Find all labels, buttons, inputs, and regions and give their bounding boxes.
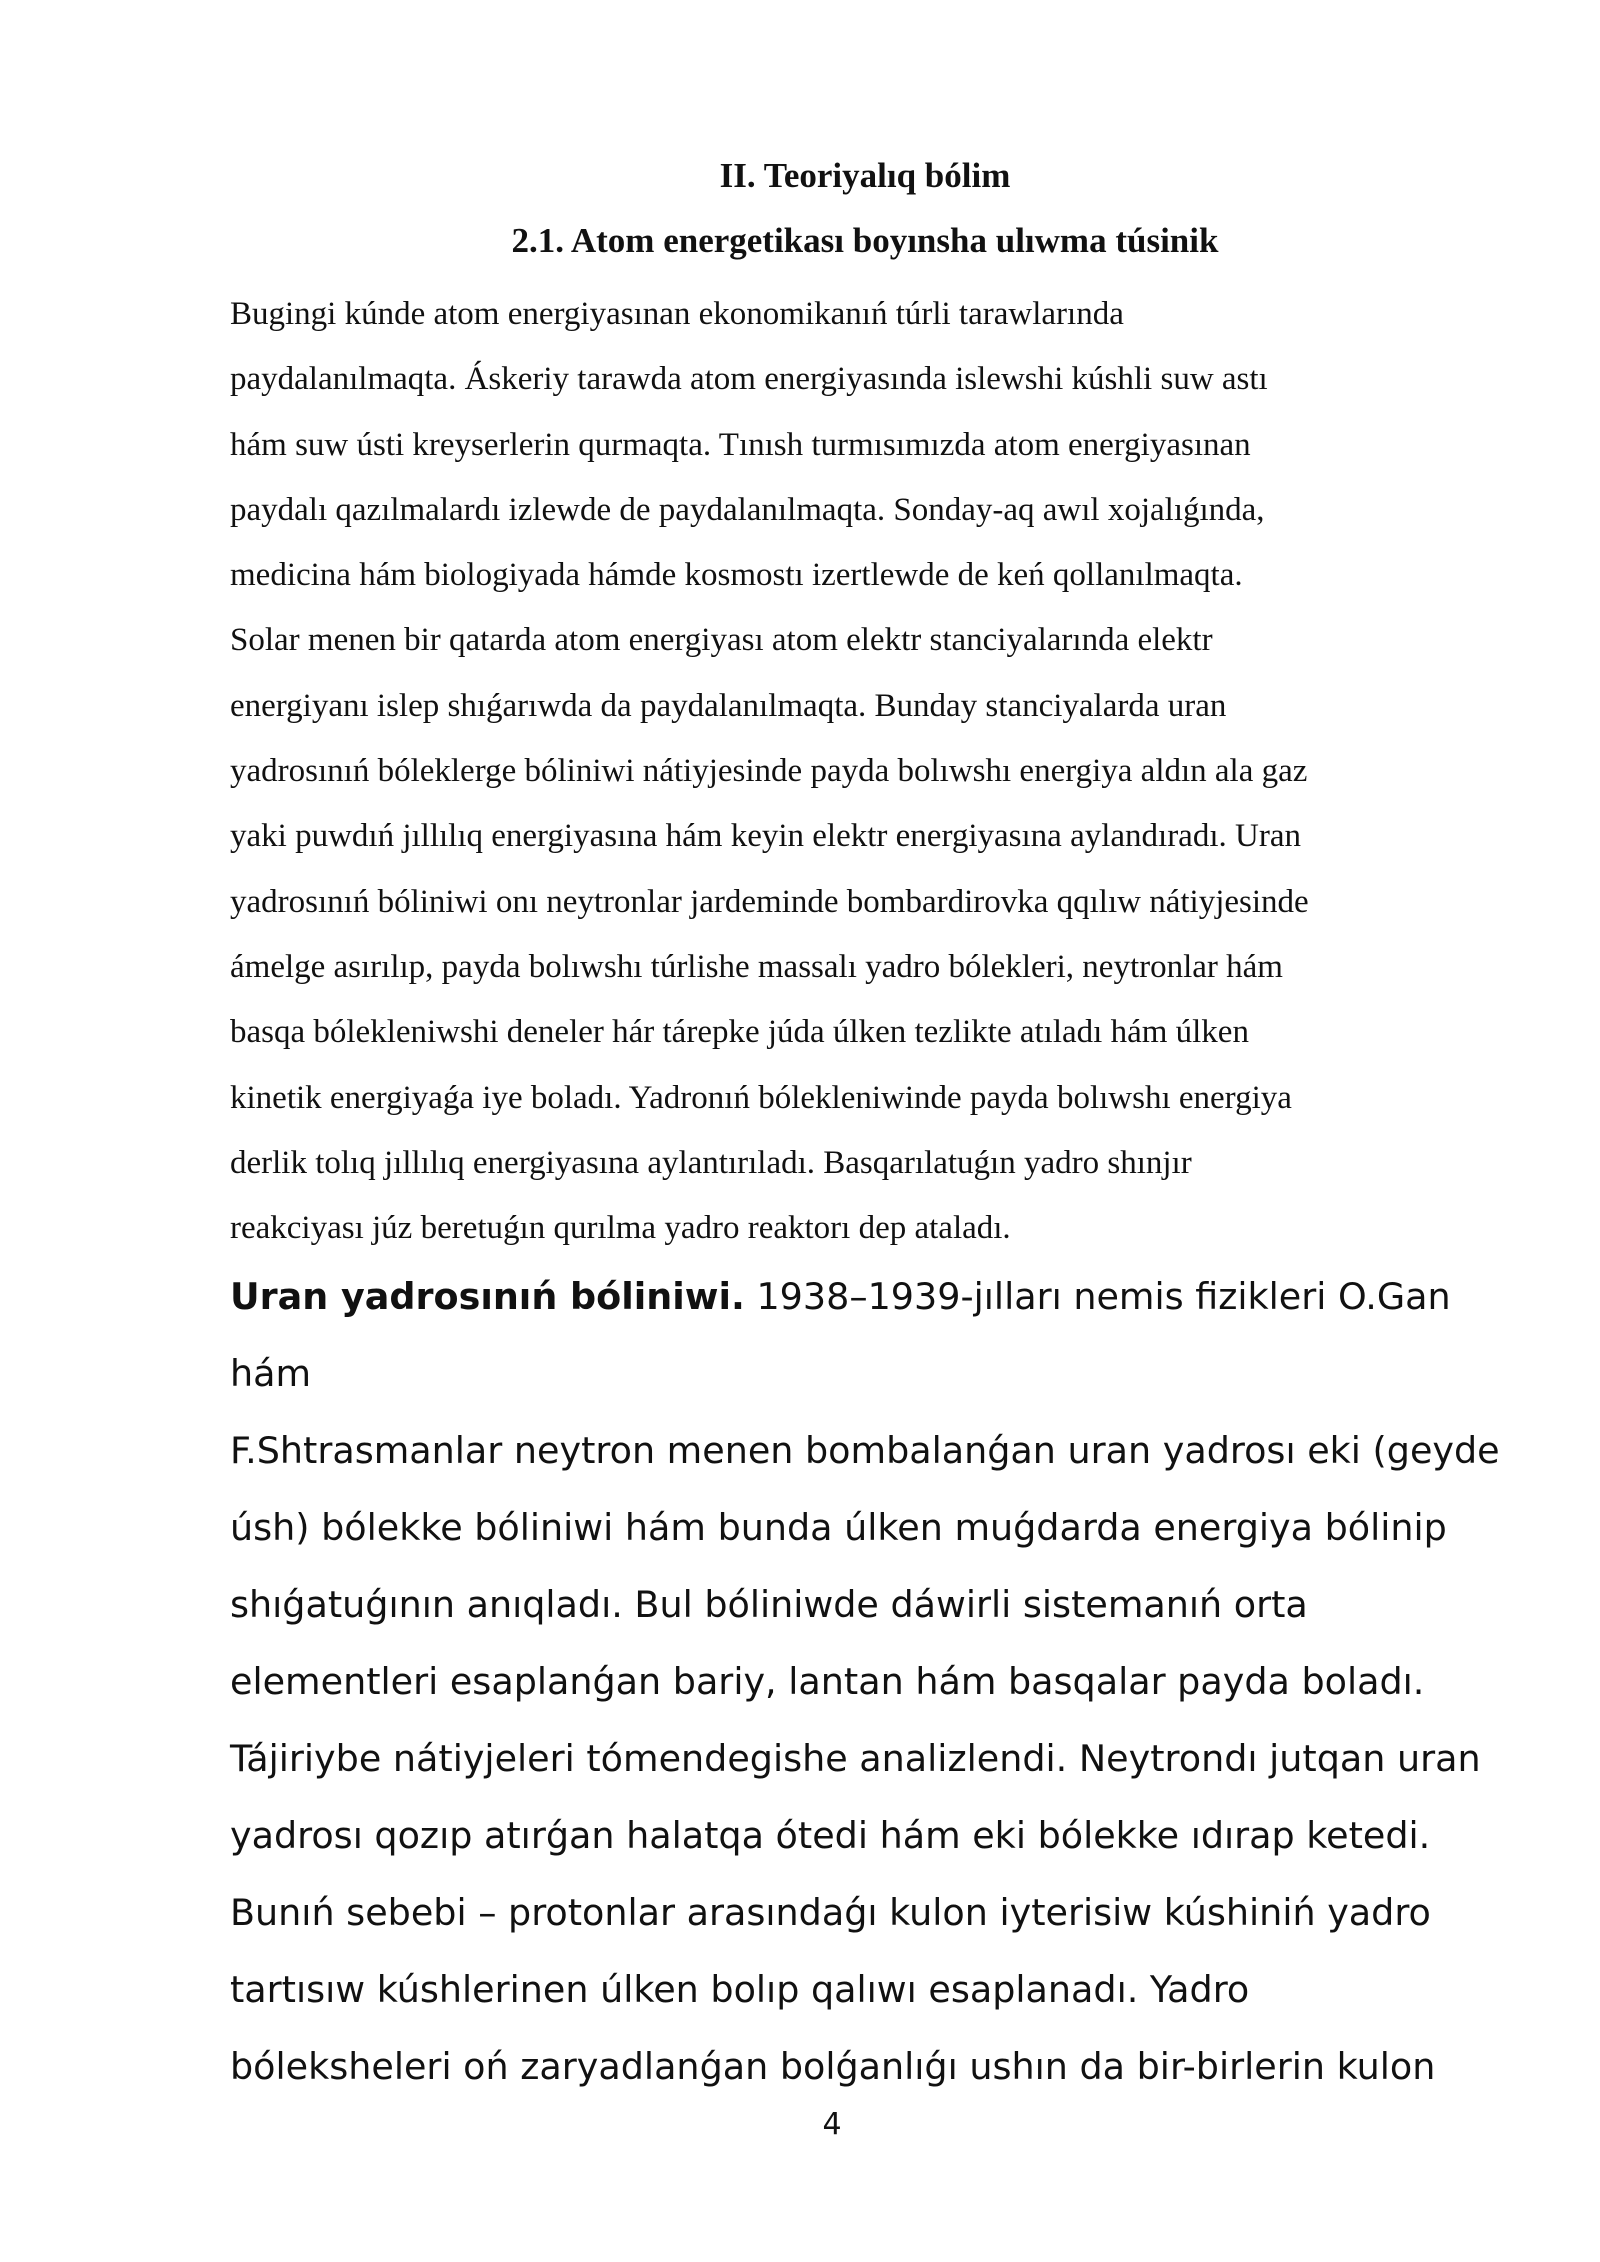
paragraph-line: ámelge asırılıp, payda bolıwshı túrlishe massalı yadro bólekleri, neytronlar hám (230, 948, 1283, 985)
paragraph-line: Bugingi kúnde atom energiyasınan ekonomikanıń túrli tarawlarında (230, 296, 1124, 332)
paragraph-bold-lead: Uran yadrosınıń bóliniwi. (230, 1275, 745, 1318)
paragraph-line: yadrosınıń bóleklerge bóliniwi nátiyjesinde payda bolıwshı energiya aldın ala gaz (230, 753, 1308, 790)
paragraph-atom-energy (230, 282, 1520, 1261)
subsection-title: 2.1. Atom energetikası boyınsha ulıwma túsinik (511, 221, 1219, 260)
paragraph-line: bóleksheleri oń zaryadlanǵan bolǵanlıǵı ushın da bir-birlerin kulon (230, 2045, 1436, 2088)
paragraph-line: yaki puwdıń jıllılıq energiyasına hám keyin elektr energiyasına aylandıradı. Uran (230, 818, 1301, 855)
paragraph-line: úsh) bólekke bóliniwi hám bunda úlken muǵdarda energiya bólinip (230, 1506, 1447, 1549)
paragraph-line: reakciyası júz beretuǵın qurılma yadro reaktorı dep ataladı. (230, 1210, 1011, 1247)
paragraph-uranium-fission (230, 1258, 1530, 2105)
paragraph-line: derlik tolıq jıllılıq energiyasına aylantırıladı. Basqarılatuǵın yadro shınjır (230, 1144, 1192, 1181)
paragraph-first-line (230, 1258, 1530, 1335)
paragraph-line: medicina hám biologiyada hámde kosmostı izertlewde de keń qollanılmaqta. (230, 557, 1243, 594)
paragraph-line: yadrosı qozıp atırǵan halatqa ótedi hám eki bólekke ıdırap ketedi. (230, 1814, 1431, 1857)
paragraph-line: tartısıw kúshlerinen úlken bolıp qalıwı esaplanadı. Yadro (230, 1968, 1250, 2011)
paragraph-line: F.Shtrasmanlar neytron menen bombalanǵan uran yadrosı eki (geyde (230, 1429, 1500, 1472)
paragraph-line: kinetik energiyaǵa iye boladı. Yadronıń bólekleniwinde payda bolıwshı energiya (230, 1079, 1292, 1116)
section-title: II. Teoriyalıq bólim (719, 156, 1011, 195)
paragraph-line: Solar menen bir qatarda atom energiyası atom elektr stanciyalarında elektr (230, 622, 1213, 659)
paragraph-line: Tájiriybe nátiyjeleri tómendegishe analizlendi. Neytrondı jutqan uran (230, 1737, 1481, 1780)
paragraph-line: paydalanılmaqta. Áskeriy tarawda atom energiyasında islewshi kúshli suw astı (230, 361, 1268, 398)
paragraph-line: paydalı qazılmalardı izlewde de paydalanılmaqta. Sonday-aq awıl xojalıǵında, (230, 491, 1265, 528)
paragraph-line: yadrosınıń bóliniwi onı neytronlar jardeminde bombardirovka qqılıw nátiyjesinde (230, 883, 1309, 920)
paragraph-line: hám (230, 1352, 312, 1395)
paragraph-line: elementleri esaplanǵan bariy, lantan hám basqalar payda boladı. (230, 1660, 1425, 1703)
paragraph-line: energiyanı islep shıǵarıwda da paydalanılmaqta. Bunday stanciyalarda uran (230, 687, 1227, 724)
page-number: 4 (822, 2107, 842, 2142)
paragraph-line: basqa bólekleniwshi deneler hár tárepke júda úlken tezlikte atıladı hám úlken (230, 1014, 1249, 1051)
paragraph-first-line-rest: 1938–1939-jılları nemis fizikleri O.Gan (744, 1275, 1451, 1318)
paragraph-line: Bunıń sebebi – protonlar arasındaǵı kulon iyterisiw kúshiniń yadro (230, 1891, 1431, 1934)
paragraph-line: shıǵatuǵının anıqladı. Bul bóliniwde dáwirli sistemanıń orta (230, 1583, 1308, 1626)
paragraph-line: hám suw ústi kreyserlerin qurmaqta. Tınısh turmısımızda atom energiyasınan (230, 426, 1251, 463)
